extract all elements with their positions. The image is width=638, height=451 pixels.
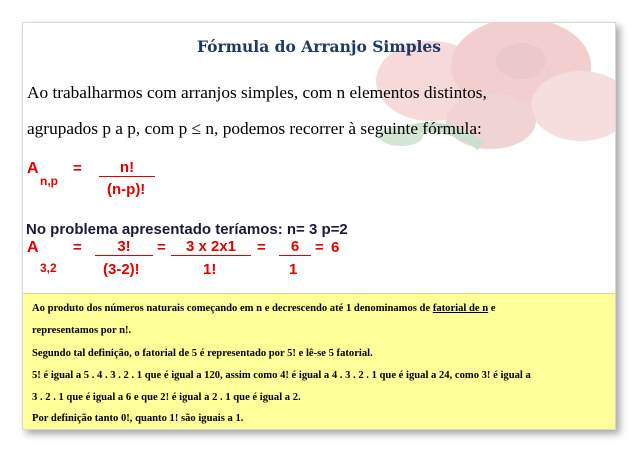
- intro-line-1: Ao trabalharmos com arranjos simples, com n elementos distintos,: [27, 83, 487, 102]
- info-line-2: representamos por n!.: [32, 325, 132, 336]
- calc-equals-4: =: [315, 239, 324, 256]
- calc-denominator-1: (3-2)!: [103, 261, 140, 278]
- info-line-1: [32, 303, 496, 314]
- fatorial-link[interactable]: fatorial de n: [432, 303, 489, 314]
- calc-symbol: A: [27, 239, 39, 256]
- calc-result: 6: [331, 239, 340, 256]
- info-line-1-text: Ao produto dos números naturais começando em n e decrescendo até 1 denominamos de: [32, 303, 433, 314]
- calc-denominator-2: 1!: [203, 261, 217, 278]
- formula-subscript: n,p: [40, 174, 58, 188]
- slide: [22, 22, 616, 430]
- formula-denominator: (n-p)!: [107, 181, 146, 198]
- formula-equals: =: [73, 160, 82, 177]
- formula-numerator: n!: [99, 160, 155, 177]
- info-line-3: Segundo tal definição, o fatorial de 5 é representado por 5! e lê-se 5 fatorial.: [32, 348, 373, 359]
- info-line-5: 3 . 2 . 1 que é igual a 6 e que 2! é igual a 2 . 1 que é igual a 2.: [32, 392, 301, 403]
- calc-equals-3: =: [257, 239, 266, 256]
- calc-denominator-3: 1: [289, 261, 298, 278]
- calc-numerator-2: 3 x 2x1: [171, 239, 251, 256]
- calc-numerator-1: 3!: [95, 239, 153, 256]
- calc-equals-2: =: [157, 239, 166, 256]
- info-line-1-end: e: [488, 303, 496, 314]
- factorial-info-box: [23, 293, 615, 430]
- info-line-6: Por definição tanto 0!, quanto 1! são iguais a 1.: [32, 413, 244, 424]
- calc-equals-1: =: [73, 239, 82, 256]
- slide-title: Fórmula do Arranjo Simples: [196, 37, 442, 56]
- intro-line-2: agrupados p a p, com p ≤ n, podemos recorrer à seguinte fórmula:: [27, 119, 482, 138]
- problem-statement: No problema apresentado teríamos: n= 3 p=2: [26, 221, 348, 238]
- calc-numerator-3: 6: [279, 239, 311, 256]
- calc-subscript: 3,2: [40, 261, 57, 275]
- info-line-4: 5! é igual a 5 . 4 . 3 . 2 . 1 que é igual a 120, assim como 4! é igual a 4 . 3 . 2 . 1 que é igual a 24, como 3! é igual a: [32, 370, 531, 381]
- formula-symbol: A: [27, 160, 39, 177]
